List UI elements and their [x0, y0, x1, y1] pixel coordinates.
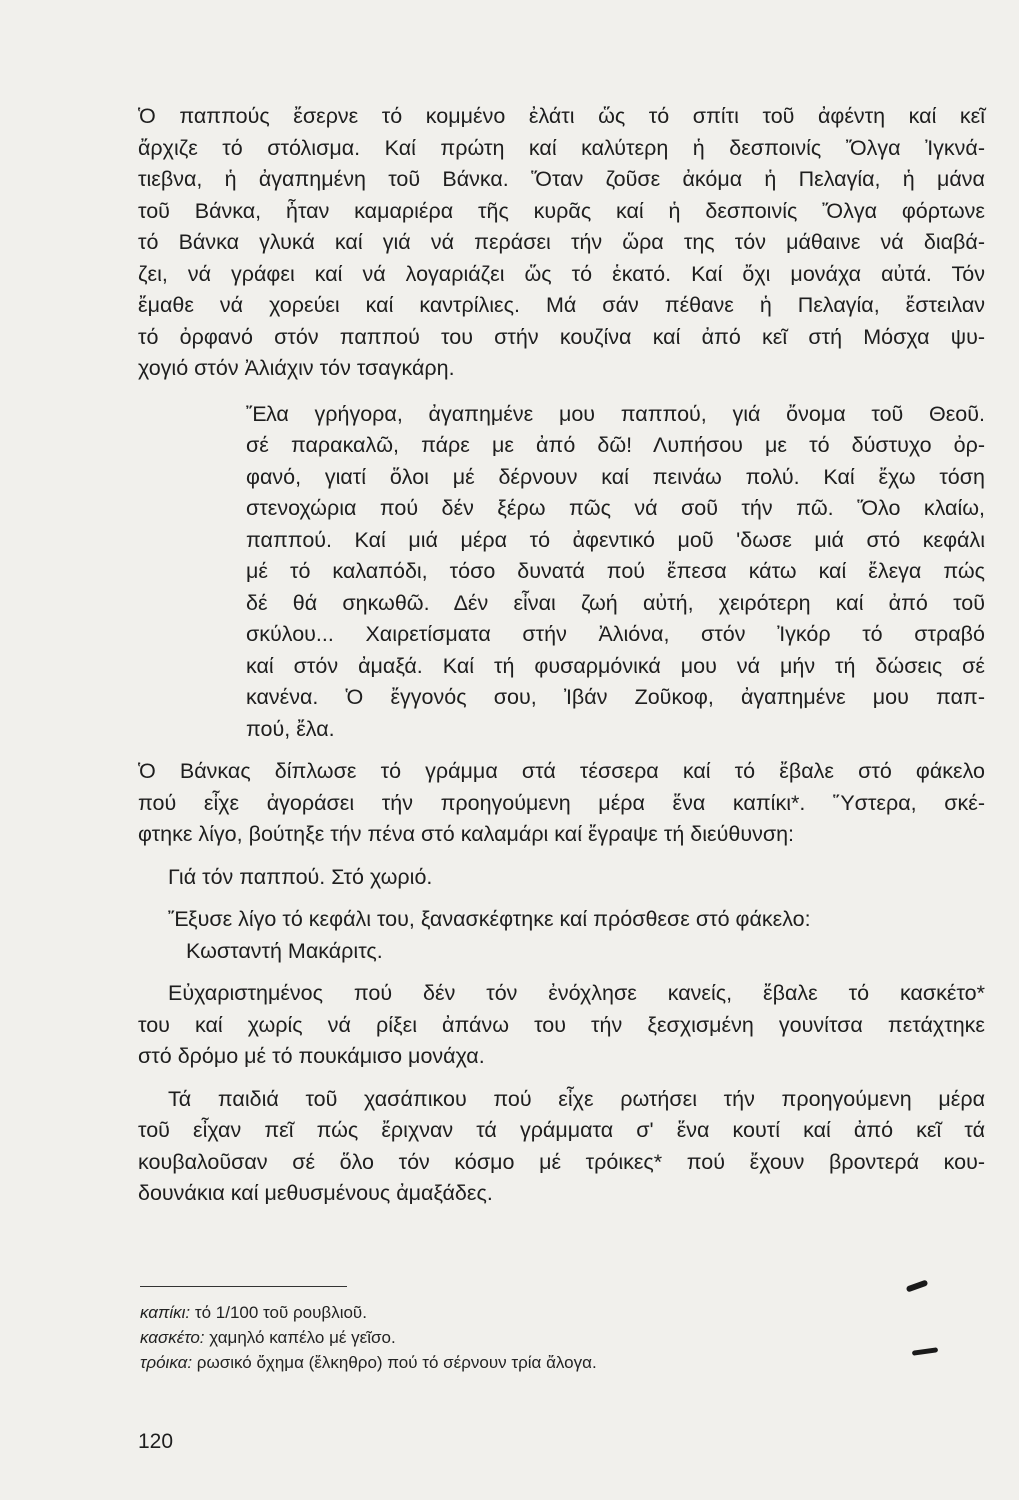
text-line: πού εἶχε ἀγοράσει τήν προηγούμενη μέρα ἕνα καπίκι*. Ὕστερα, σκέ- — [138, 790, 985, 815]
text-line: τοῦ Βάνκα, ἦταν καμαριέρα τῆς κυρᾶς καί ἡ δεσποινίς Ὄλγα φόρτωνε — [138, 198, 985, 223]
text-line: σέ παρακαλῶ, πάρε με ἀπό δῶ! Λυπήσου με τό δύστυχο ὀρ- — [246, 433, 985, 457]
text-line: μέ τό καλαπόδι, τόσο δυνατά πού ἔπεσα κάτω καί ἔλεγα πώς — [246, 559, 985, 583]
text-line: Ὁ Βάνκας δίπλωσε τό γράμμα στά τέσσερα καί τό ἔβαλε στό φάκελο — [138, 759, 985, 783]
text-line: Ὁ παππούς ἔσερνε τό κομμένο ἐλάτι ὥς τό σπίτι τοῦ ἀφέντη καί κεῖ — [138, 104, 985, 128]
page-number: 120 — [138, 1430, 174, 1453]
footnote — [140, 1300, 597, 1325]
letter-excerpt — [138, 399, 985, 746]
text-line: ἄρχιζε τό στόλισμα. Καί πρώτη καί καλύτερη ἡ δεσποινίς Ὄλγα Ἰγκνά- — [138, 135, 985, 160]
text-line: δουνάκια καί μεθυσμένους ἀμαξάδες. — [138, 1181, 493, 1205]
paragraph-narration-4 — [138, 978, 985, 1073]
footnote-text: χαμηλό καπέλο μέ γεῖσο. — [209, 1328, 396, 1347]
text-line: Τά παιδιά τοῦ χασάπικου πού εἶχε ρωτήσει τήν προηγούμενη μέρα — [168, 1086, 985, 1111]
text-line: πού, ἔλα. — [246, 716, 335, 741]
text-line: φανό, γιατί ὅλοι μέ δέρνουν καί πεινάω πολύ. Καί ἔχω τόση — [246, 464, 985, 489]
text-line: Ἔλα γρήγορα, ἀγαπημένε μου παππού, γιά ὄνομα τοῦ Θεοῦ. — [246, 401, 985, 426]
scan-mark — [912, 1347, 938, 1356]
footnote — [140, 1350, 597, 1375]
text-line: παππού. Καί μιά μέρα τό ἀφεντικό μοῦ 'δωσε μιά στό κεφάλι — [246, 527, 985, 552]
footnote-text: ρωσικό ὄχημα (ἔλκηθρο) πού τό σέρνουν τρία ἄλογα. — [196, 1353, 597, 1372]
text-line: σκύλου... Χαιρετίσματα στήν Ἀλιόνα, στόν Ἰγκόρ τό στραβό — [246, 622, 985, 646]
text-line: τό Βάνκα γλυκά καί γιά νά περάσει τήν ὥρα της τόν μάθαινε νά διαβά- — [138, 230, 985, 254]
text-line: του καί χωρίς νά ρίξει ἀπάνω του τήν ξεσχισμένη γουνίτσα πετάχτηκε — [138, 1012, 985, 1037]
text-line: Κωσταντή Μακάριτς. — [186, 938, 383, 963]
footnote-term: καπίκι: — [140, 1303, 191, 1322]
paragraph-narration-5 — [138, 1084, 985, 1210]
text-line: τοῦ εἶχαν πεῖ πώς ἔριχναν τά γράμματα σ' ἕνα κουτί καί ἀπό κεῖ τά — [138, 1118, 985, 1142]
text-line: κανένα. Ὁ ἔγγονός σου, Ἰβάν Ζοῦκοφ, ἀγαπημένε μου παπ- — [246, 685, 985, 709]
paragraph-narration-2 — [138, 756, 985, 851]
text-line: στό δρόμο μέ τό πουκάμισο μονάχα. — [138, 1044, 485, 1068]
text-line: τό ὀρφανό στόν παππού του στήν κουζίνα καί ἀπό κεῖ στή Μόσχα ψυ- — [138, 324, 985, 349]
footnote-divider — [140, 1286, 347, 1287]
text-line: δέ θά σηκωθῶ. Δέν εἶναι ζωή αὐτή, χειρότερη καί ἀπό τοῦ — [246, 590, 985, 615]
text-line: καί στόν ἀμαξά. Καί τή φυσαρμόνικά μου νά μήν τή δώσεις σέ — [246, 653, 985, 678]
main-text — [138, 101, 985, 1210]
text-line: Ἔξυσε λίγο τό κεφάλι του, ξανασκέφτηκε καί πρόσθεσε στό φάκελο: — [168, 907, 811, 931]
footnotes — [140, 1300, 597, 1375]
footnote-term: κασκέτο: — [140, 1328, 205, 1347]
text-line: ζει, νά γράφει καί νά λογαριάζει ὥς τό ἑκατό. Καί ὄχι μονάχα αὐτά. Τόν — [138, 261, 985, 286]
envelope-address-line — [138, 862, 985, 894]
text-line: τιεβνα, ἡ ἀγαπημένη τοῦ Βάνκα. Ὅταν ζοῦσε ἀκόμα ἡ Πελαγία, ἡ μάνα — [138, 167, 985, 191]
text-line: στενοχώρια πού δέν ξέρω πῶς νά σοῦ τήν πῶ. Ὅλο κλαίω, — [246, 496, 985, 520]
text-line: χογιό στόν Ἀλιάχιν τόν τσαγκάρη. — [138, 356, 455, 380]
text-line: Γιά τόν παππού. Στό χωριό. — [168, 864, 433, 889]
text-line: ἔμαθε νά χορεύει καί καντρίλιες. Μά σάν πέθανε ἡ Πελαγία, ἔστειλαν — [138, 293, 985, 317]
paragraph-narration-1 — [138, 101, 985, 385]
text-line: κουβαλοῦσαν σέ ὅλο τόν κόσμο μέ τρόικες* πού ἔχουν βροντερά κου- — [138, 1149, 985, 1174]
footnote — [140, 1325, 597, 1350]
scan-mark — [906, 1279, 929, 1292]
text-line: φτηκε λίγο, βούτηξε τήν πένα στό καλαμάρι καί ἔγραψε τή διεύθυνση: — [138, 822, 795, 846]
footnote-text: τό 1/100 τοῦ ρουβλιοῦ. — [194, 1303, 367, 1322]
paragraph-narration-3 — [138, 904, 985, 967]
footnote-term: τρόικα: — [140, 1353, 193, 1372]
text-line: Εὐχαριστημένος πού δέν τόν ἐνόχλησε κανείς, ἔβαλε τό κασκέτο* — [168, 981, 985, 1005]
